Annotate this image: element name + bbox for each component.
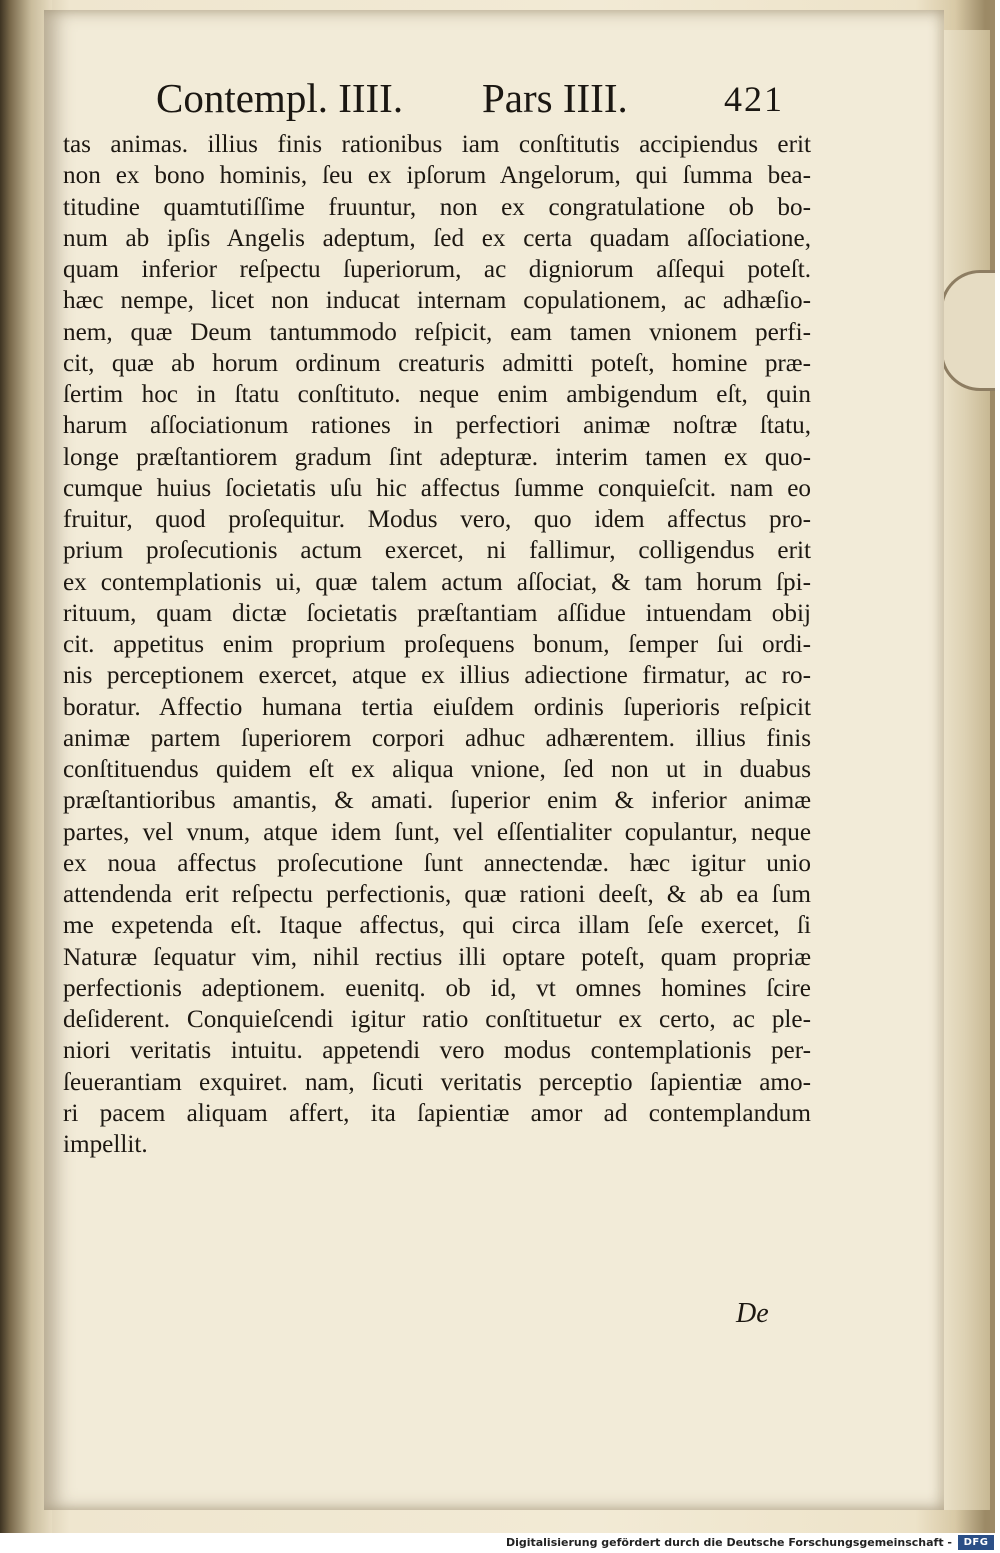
text-line: ſeuerantiam exquiret. nam, ſicuti veritatis perceptio ſapientiæ amo- [63,1068,811,1096]
text-line: non ex bono hominis, ſeu ex ipſorum Angelorum, qui ſumma bea- [63,162,811,190]
running-header [150,70,800,130]
text-line: animæ partem ſuperiorem corpori adhuc adhærentem. illius finis [63,724,811,752]
text-line: tas animas. illius finis rationibus iam conſtitutis accipiendus erit [63,131,811,158]
text-line: longe præſtantiorem gradum ſint adepturæ. interim tamen ex quo- [63,443,811,471]
dfg-logo: DFG [958,1535,994,1550]
text-line: attendenda erit reſpectu perfectionis, quæ rationi deeſt, & ab ea ſum [63,881,811,908]
body-text [63,129,811,1160]
text-line: titudine quamtutiſſime fruuntur, non ex congratulatione ob bo- [63,193,811,221]
text-line: cit, quæ ab horum ordinum creaturis admitti poteſt, homine præ- [63,349,811,377]
page-number: 421 [724,79,784,119]
text-line: nem, quæ Deum tantummodo reſpicit, eam tamen vnionem perfi- [63,318,811,346]
text-line: boratur. Affectio humana tertia eiuſdem ordinis ſuperioris reſpicit [63,693,811,721]
text-line: fruitur, quod proſequitur. Modus vero, quo idem affectus pro- [63,506,811,533]
text-line: rituum, quam dictæ ſocietatis præſtantiam aſſidue intuendam obij [63,599,811,627]
text-line: deſiderent. Conquieſcendi igitur ratio conſtituetur ex certo, ac ple- [63,1006,811,1033]
text-line: ex contemplationis ui, quæ talem actum aſſociat, & tam horum ſpi- [63,568,811,596]
text-line: conſtituendus quidem eſt ex aliqua vnione, ſed non ut in duabus [63,756,811,783]
text-line: præſtantioribus amantis, & amati. ſuperior enim & inferior animæ [63,787,811,815]
text-line: ri pacem aliquam affert, ita ſapientiæ amor ad contemplandum [63,1099,811,1127]
page-clip [940,270,995,391]
text-line: ex noua affectus proſecutione ſunt annectendæ. hæc igitur unio [63,849,811,877]
text-line: Naturæ ſequatur vim, nihil rectius illi optare poteſt, quam propriæ [63,943,811,971]
part-label: Pars IIII. [482,75,628,121]
text-line: harum aſſociationum rationes in perfectiori animæ noſtræ ſtatu, [63,412,811,440]
text-line: perfectionis adeptionem. euenitq. ob id, vt omnes homines ſcire [63,974,811,1002]
text-line: ſertim hoc in ſtatu conſtituto. neque enim ambigendum eſt, quin [63,381,811,408]
text-line: prium proſecutionis actum exercet, ni fallimur, colligendus erit [63,537,811,565]
funding-credit: Digitalisierung gefördert durch die Deutsche Forschungsgemeinschaft - [505,1536,952,1549]
text-line: niori veritatis intuitu. appetendi vero modus contemplationis per- [63,1037,811,1065]
text-line: cumque huius ſocietatis uſu hic affectus ſumme conquieſcit. nam eo [63,474,811,502]
running-title: Contempl. IIII. [156,75,404,121]
text-line: partes, vel vnum, atque idem ſunt, vel eſſentialiter copulantur, neque [63,818,811,846]
text-line: num ab ipſis Angelis adeptum, ſed ex certa quadam aſſociatione, [63,224,811,252]
text-line: nis perceptionem exercet, atque ex illius adiectione firmatur, ac ro- [63,662,811,690]
text-line: hæc nempe, licet non inducat internam copulationem, ac adhæſio- [63,287,811,315]
catchword: De [736,1298,769,1329]
footer-bar [0,1533,1000,1553]
text-line: quam inferior reſpectu ſuperiorum, ac digniorum aſſequi poteſt. [63,256,811,283]
text-line: cit. appetitus enim proprium proſequens bonum, ſemper ſui ordi- [63,631,811,658]
page-fore-edge [939,30,990,1510]
text-line: impellit. [63,1131,148,1158]
text-line: me expetenda eſt. Itaque affectus, qui circa illam ſeſe exercet, ſi [63,912,811,940]
